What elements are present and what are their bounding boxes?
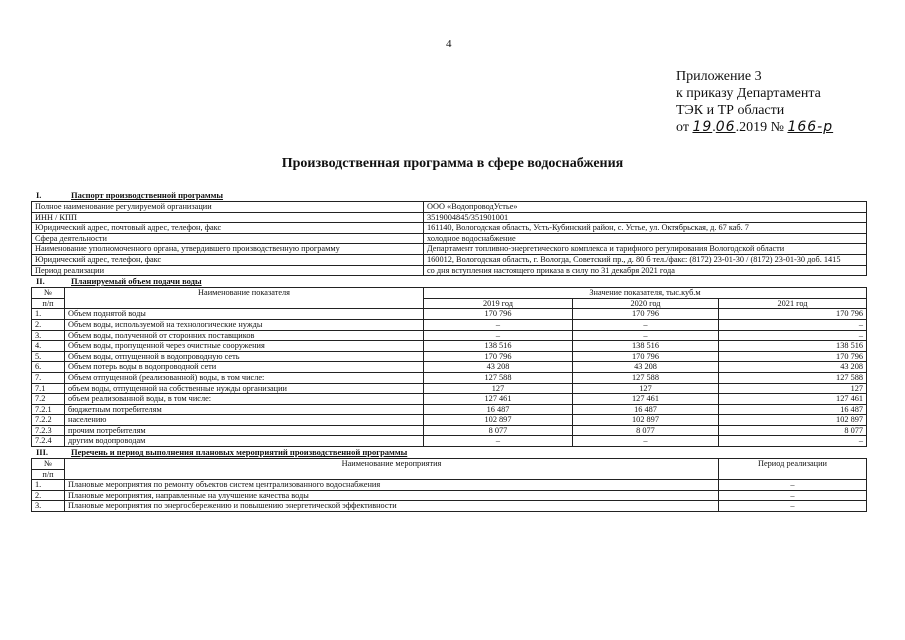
table-row — [32, 212, 867, 223]
measure-number: 2. — [32, 490, 65, 501]
measure-number: 3. — [32, 501, 65, 512]
value-2019: 8 077 — [424, 425, 573, 436]
table-row — [32, 404, 867, 415]
indicator-name: объем реализованной воды, в том числе: — [65, 394, 424, 405]
measures-header-pp: п/п — [32, 469, 65, 480]
value-2021: – — [719, 330, 867, 341]
value-2019: 127 — [424, 383, 573, 394]
table-row — [32, 330, 867, 341]
measure-number: 1. — [32, 480, 65, 491]
section-1-number: I. — [36, 190, 42, 200]
order-number: 166-р — [787, 119, 834, 135]
value-2020: 170 796 — [573, 309, 719, 320]
value-2020: – — [573, 330, 719, 341]
passport-label: Наименование уполномоченного органа, утвердившего производственную программу — [32, 244, 424, 255]
value-2021: 127 — [719, 383, 867, 394]
value-2020: 127 461 — [573, 394, 719, 405]
value-2020: 43 208 — [573, 362, 719, 373]
appendix-line-3: ТЭК и ТР области — [676, 103, 785, 118]
value-2021: 127 461 — [719, 394, 867, 405]
table-row — [32, 341, 867, 352]
row-number: 5. — [32, 351, 65, 362]
row-number: 6. — [32, 362, 65, 373]
value-2021: 170 796 — [719, 309, 867, 320]
passport-value: ООО «ВодопроводУстье» — [424, 202, 867, 213]
appendix-line-1: Приложение 3 — [676, 69, 762, 84]
row-number: 7. — [32, 372, 65, 383]
measure-name: Плановые мероприятия, направленные на улучшение качества воды — [65, 490, 719, 501]
measures-header-number: № — [32, 459, 65, 470]
indicator-name: Объем воды, отпущенной в водопроводную сеть — [65, 351, 424, 362]
table-row — [32, 265, 867, 276]
indicator-name: Объем воды, пропущенной через очистные сооружения — [65, 341, 424, 352]
table-row — [32, 309, 867, 320]
row-number: 7.2.2 — [32, 415, 65, 426]
value-2020: – — [573, 436, 719, 447]
value-2020: 102 897 — [573, 415, 719, 426]
value-2019: – — [424, 319, 573, 330]
number-prefix: № — [770, 120, 784, 135]
value-2021: 8 077 — [719, 425, 867, 436]
table-row — [32, 362, 867, 373]
section-2-header — [31, 276, 866, 287]
value-2019: 138 516 — [424, 341, 573, 352]
value-2019: 43 208 — [424, 362, 573, 373]
measures-header-period: Период реализации — [719, 459, 867, 480]
passport-label: Полное наименование регулируемой организации — [32, 202, 424, 213]
value-2020: 127 588 — [573, 372, 719, 383]
passport-label: Сфера деятельности — [32, 233, 424, 244]
value-2019: 16 487 — [424, 404, 573, 415]
table-row — [32, 490, 867, 501]
row-number: 7.2.1 — [32, 404, 65, 415]
value-2021: 43 208 — [719, 362, 867, 373]
passport-label: ИНН / КПП — [32, 212, 424, 223]
measure-name: Плановые мероприятия по энергосбережению и повышению энергетической эффективности — [65, 501, 719, 512]
table-row — [32, 233, 867, 244]
indicator-name: Объем потерь воды в водопроводной сети — [65, 362, 424, 373]
row-number: 7.1 — [32, 383, 65, 394]
passport-value: 3519004845/351901001 — [424, 212, 867, 223]
passport-table — [31, 201, 867, 276]
indicator-name: Объем отпущенной (реализованной) воды, в том числе: — [65, 372, 424, 383]
date-year: .2019 — [735, 120, 768, 135]
value-2019: – — [424, 436, 573, 447]
table-row — [32, 319, 867, 330]
table-row — [32, 394, 867, 405]
row-number: 2. — [32, 319, 65, 330]
indicator-name: Объем воды, полученной от сторонних поставщиков — [65, 330, 424, 341]
section-1-header — [31, 190, 866, 201]
value-2021: 16 487 — [719, 404, 867, 415]
table-row — [32, 223, 867, 234]
table-row — [32, 501, 867, 512]
section-3-number: III. — [36, 447, 49, 458]
value-2021: 170 796 — [719, 351, 867, 362]
indicator-name: населению — [65, 415, 424, 426]
value-2021: 102 897 — [719, 415, 867, 426]
table-row — [32, 415, 867, 426]
value-2020: 170 796 — [573, 351, 719, 362]
row-number: 4. — [32, 341, 65, 352]
measures-table — [31, 458, 867, 512]
table-row — [32, 254, 867, 265]
column-header-value: Значение показателя, тыс.куб.м — [424, 288, 867, 299]
passport-label: Юридический адрес, телефон, факс — [32, 254, 424, 265]
indicator-name: прочим потребителям — [65, 425, 424, 436]
table-row — [32, 244, 867, 255]
value-2021: – — [719, 319, 867, 330]
column-header-year-2020: 2020 год — [573, 298, 719, 309]
row-number: 7.2 — [32, 394, 65, 405]
table-row — [32, 480, 867, 491]
measure-name: Плановые мероприятия по ремонту объектов систем централизованного водоснабжения — [65, 480, 719, 491]
row-number: 3. — [32, 330, 65, 341]
row-number: 1. — [32, 309, 65, 320]
passport-value: холодное водоснабжение — [424, 233, 867, 244]
passport-label: Период реализации — [32, 265, 424, 276]
value-2019: 170 796 — [424, 351, 573, 362]
document-title: Производственная программа в сфере водоснабжения — [281, 156, 624, 171]
value-2021: – — [719, 436, 867, 447]
indicator-name: Объем поднятой воды — [65, 309, 424, 320]
row-number: 7.2.3 — [32, 425, 65, 436]
value-2020: 138 516 — [573, 341, 719, 352]
table-row — [32, 372, 867, 383]
section-2-number: II. — [36, 276, 45, 287]
date-separator: . — [712, 120, 716, 135]
measure-period: – — [719, 480, 867, 491]
passport-label: Юридический адрес, почтовый адрес, телефон, факс — [32, 223, 424, 234]
row-number: 7.2.4 — [32, 436, 65, 447]
column-header-year-2019: 2019 год — [424, 298, 573, 309]
value-2021: 127 588 — [719, 372, 867, 383]
table-row — [32, 425, 867, 436]
indicator-name: другим водопроводам — [65, 436, 424, 447]
measure-period: – — [719, 501, 867, 512]
page-number: 4 — [446, 38, 452, 50]
passport-value: Департамент топливно-энергетического комплекса и тарифного регулирования Вологодской области — [424, 244, 867, 255]
table-row — [32, 436, 867, 447]
value-2020: 8 077 — [573, 425, 719, 436]
measure-period: – — [719, 490, 867, 501]
section-3-title: Перечень и период выполнения плановых мероприятий производственной программы — [71, 447, 408, 458]
measures-header-name: Наименование мероприятия — [65, 459, 719, 480]
value-2020: 127 — [573, 383, 719, 394]
water-volume-table — [31, 287, 867, 447]
indicator-name: Объем воды, используемой на технологические нужды — [65, 319, 424, 330]
passport-value: 160012, Вологодская область, г. Вологда, Советский пр., д. 80 б тел./факс: (8172) 23-01-30 / (8172) 23-01-30 доб. 1415 — [424, 254, 867, 265]
table-row — [32, 383, 867, 394]
appendix-date-line — [676, 119, 833, 136]
value-2019: 127 461 — [424, 394, 573, 405]
value-2021: 138 516 — [719, 341, 867, 352]
table-row — [32, 202, 867, 213]
section-1-title: Паспорт производственной программы — [71, 190, 224, 200]
value-2020: – — [573, 319, 719, 330]
indicator-name: объем воды, отпущенной на собственные нужды организации — [65, 383, 424, 394]
date-prefix: от — [676, 120, 689, 135]
section-2-title: Планируемый объем подачи воды — [71, 276, 202, 287]
value-2019: – — [424, 330, 573, 341]
date-month: 06 — [715, 119, 736, 135]
passport-value: со дня вступления настоящего приказа в силу по 31 декабря 2021 года — [424, 265, 867, 276]
appendix-block — [676, 68, 833, 136]
passport-value: 161140, Вологодская область, Усть-Кубинский район, с. Устье, ул. Октябрьская, д. 67 каб. 7 — [424, 223, 867, 234]
section-3-header — [31, 447, 866, 458]
date-day: 19 — [692, 119, 713, 135]
indicator-name: бюджетным потребителям — [65, 404, 424, 415]
column-header-indicator: Наименование показателя — [65, 288, 424, 309]
value-2019: 127 588 — [424, 372, 573, 383]
column-header-number: № — [32, 288, 65, 299]
value-2019: 170 796 — [424, 309, 573, 320]
column-header-pp: п/п — [32, 298, 65, 309]
appendix-line-2: к приказу Департамента — [676, 86, 821, 101]
document-body — [31, 190, 866, 512]
value-2019: 102 897 — [424, 415, 573, 426]
column-header-year-2021: 2021 год — [719, 298, 867, 309]
table-row — [32, 351, 867, 362]
value-2020: 16 487 — [573, 404, 719, 415]
